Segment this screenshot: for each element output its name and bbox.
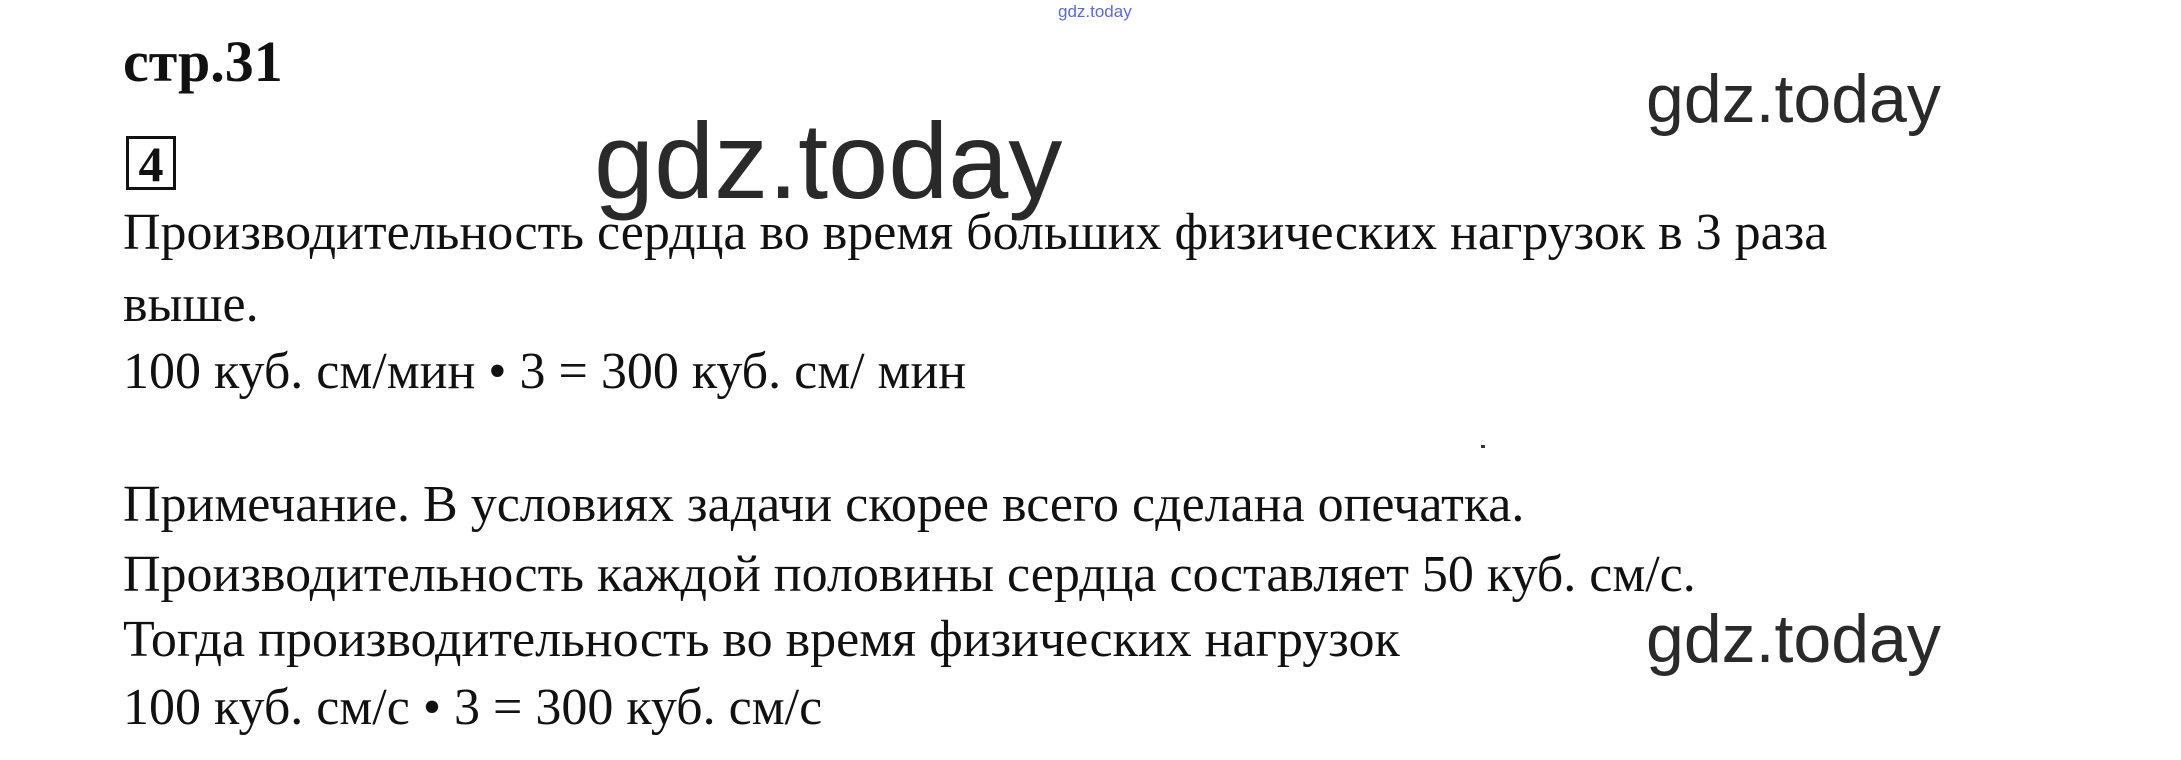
page-reference: стр.31 <box>123 29 283 94</box>
watermark-large: gdz.today <box>594 100 1063 221</box>
calculation-line-2: 100 куб. см/с • 3 = 300 куб. см/с <box>123 679 823 736</box>
scan-speck <box>1481 445 1485 448</box>
note-line-2: Производительность каждой половины сердца составляет 50 куб. см/с. <box>123 546 1696 603</box>
solution-line-2: выше. <box>123 276 259 333</box>
task-number-box: 4 <box>126 136 176 190</box>
watermark-right: gdz.today <box>1646 61 1941 137</box>
note-line-1: Примечание. В условиях задачи скорее всего сделана опечатка. <box>123 476 1525 533</box>
watermark-bottom: gdz.today <box>1646 601 1941 677</box>
watermark-top: gdz.today <box>1058 2 1132 21</box>
calculation-line-1: 100 куб. см/мин • 3 = 300 куб. см/ мин <box>123 343 967 400</box>
note-line-3: Тогда производительность во время физических нагрузок <box>123 611 1400 668</box>
solution-line-1: Производительность сердца во время больших физических нагрузок в 3 раза <box>123 204 1828 261</box>
